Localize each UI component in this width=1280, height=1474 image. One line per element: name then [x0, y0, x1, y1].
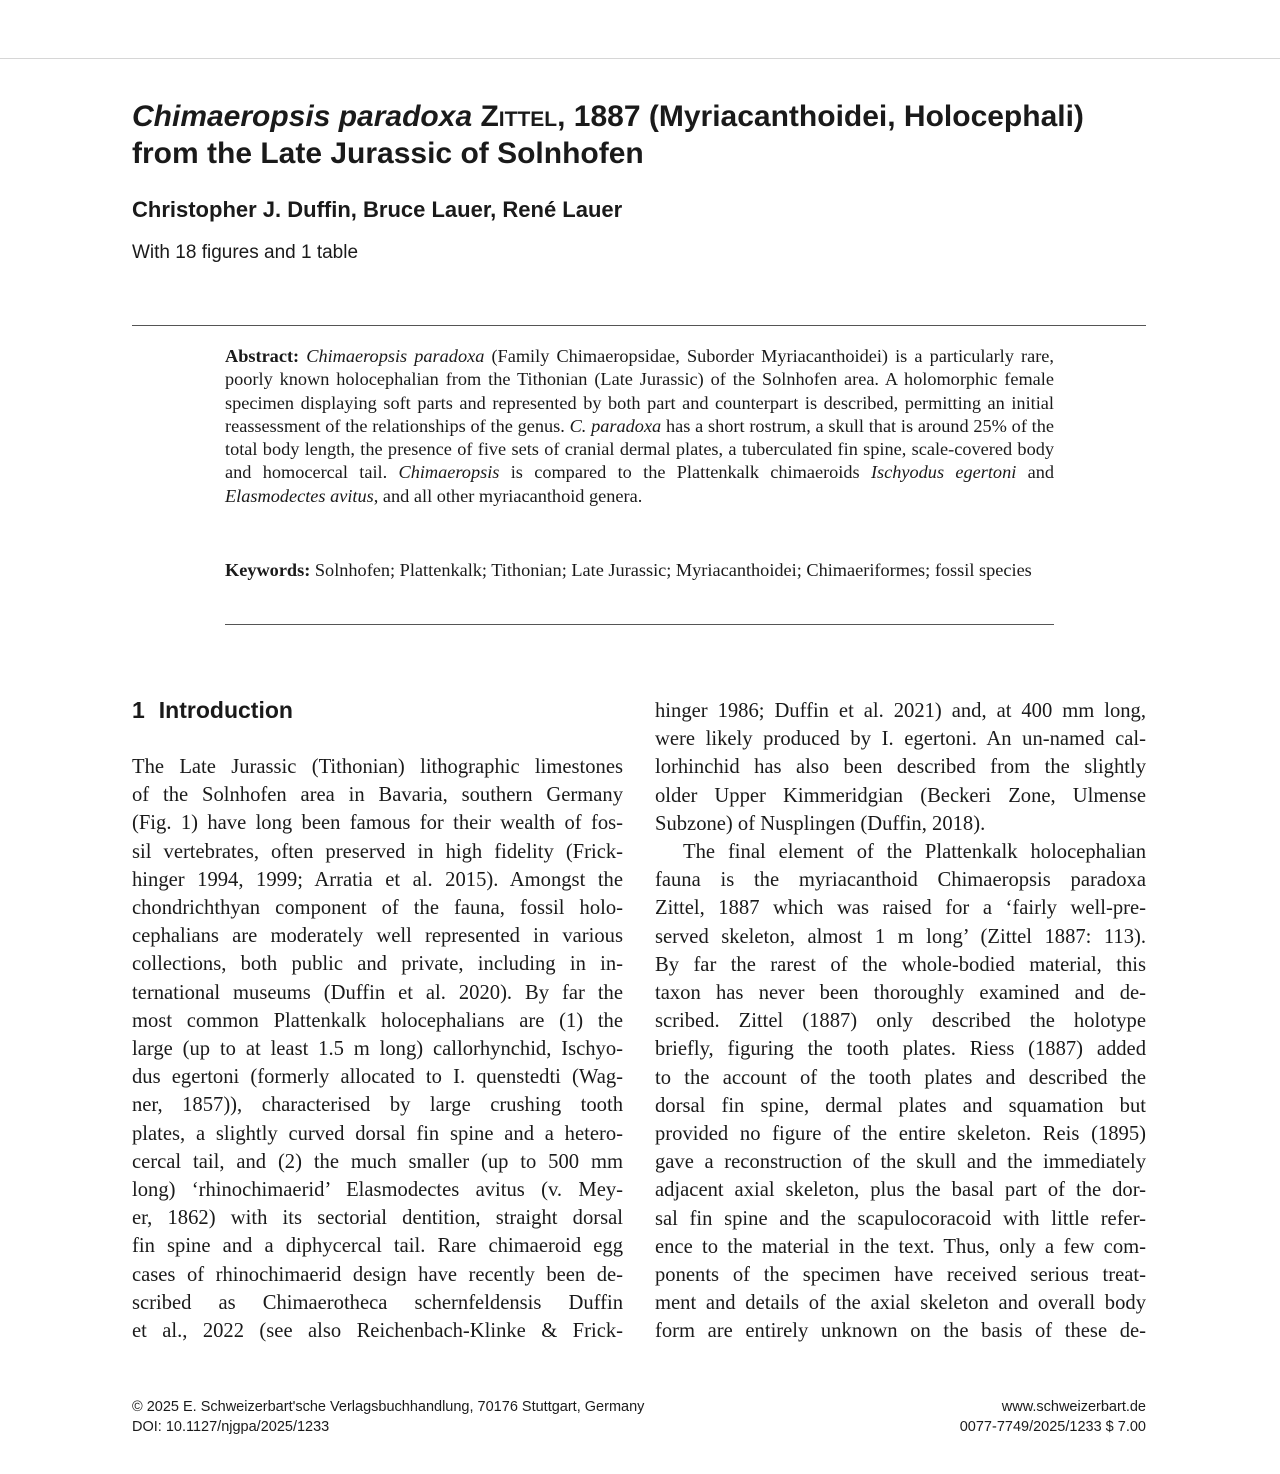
text-line: chondrichthyan component of the fauna, fossil holo-	[132, 897, 623, 920]
text-line: The Late Jurassic (Tithonian) lithographic limestones	[132, 756, 623, 778]
left-column	[132, 753, 623, 1345]
authors: Christopher J. Duffin, Bruce Lauer, René Lauer	[132, 197, 623, 222]
text-line: sil vertebrates, often preserved in high fidelity (Frick-	[132, 840, 623, 863]
text-line: briefly, figuring the tooth plates. Riess (1887) added	[655, 1038, 1146, 1061]
text-line: lorhinchid has also been described from the slightly	[655, 756, 1146, 779]
text-line: ment and details of the axial skeleton and overall body	[655, 1292, 1146, 1315]
text-line: most common Plattenkalk holocephalians are (1) the	[132, 1009, 623, 1032]
footer-left	[132, 1397, 644, 1437]
text-line: (Fig. 1) have long been famous for their wealth of fos-	[132, 812, 623, 835]
text-line: served skeleton, almost 1 m long’ (Zittel 1887: 113).	[655, 925, 1146, 948]
section-title: Introduction	[158, 697, 293, 723]
text-line: Subzone) of Nusplingen (Duffin, 2018).	[655, 812, 986, 835]
text-line: ternational museums (Duffin et al. 2020). By far the	[132, 981, 623, 1004]
title-line2: from the Late Jurassic of Solnhofen	[132, 137, 644, 170]
text-line: adjacent axial skeleton, plus the basal part of the dor-	[655, 1179, 1146, 1202]
text-line: fauna is the myriacanthoid Chimaeropsis paradoxa	[655, 869, 1146, 892]
text-line: cercal tail, and (2) the much smaller (up to 500 mm	[132, 1150, 623, 1173]
text-line: collections, both public and private, including in in-	[132, 953, 623, 976]
text-line: ner, 1857)), characterised by large crushing tooth	[132, 1094, 623, 1117]
text-line: scribed. Zittel (1887) only described the holotype	[655, 1010, 1146, 1033]
text-line: ence to the material in the text. Thus, only a few com-	[655, 1235, 1146, 1258]
text-line: fin spine and a diphycercal tail. Rare chimaeroid egg	[132, 1235, 623, 1258]
intro-paragraph-1-cont	[655, 697, 1146, 838]
text-line: sal fin spine and the scapulocoracoid with little refer-	[655, 1207, 1146, 1230]
text-line: cases of rhinochimaerid design have recently been de-	[132, 1263, 623, 1286]
top-divider	[0, 58, 1280, 59]
abstract-taxon-4: Ischyodus egertoni	[870, 462, 1017, 483]
text-line: older Upper Kimmeridgian (Beckeri Zone, Ulmense	[655, 784, 1146, 807]
paper-title	[132, 98, 1147, 172]
text-line: er, 1862) with its sectorial dentition, straight dorsal	[132, 1207, 623, 1230]
abstract	[225, 345, 1054, 508]
keywords-label: Keywords:	[225, 560, 311, 580]
abstract-taxon-5: Elasmodectes avitus	[225, 485, 374, 506]
text-line: dorsal fin spine, dermal plates and squamation but	[655, 1094, 1146, 1117]
intro-paragraph-2	[655, 838, 1146, 1346]
figures-note: With 18 figures and 1 table	[132, 242, 359, 263]
abstract-taxon-2: C. paradoxa	[569, 415, 662, 436]
text-line: large (up to at least 1.5 m long) callorhynchid, Ischyo-	[132, 1038, 623, 1061]
abstract-text-3: is compared to the Plattenkalk chimaeroids	[499, 462, 871, 483]
footer-doi[interactable]: DOI: 10.1127/njgpa/2025/1233	[132, 1419, 330, 1435]
abstract-bottom-rule	[225, 624, 1054, 625]
footer-issn-price: 0077-7749/2025/1233 $ 7.00	[959, 1419, 1146, 1435]
text-line: ponents of the specimen have received serious treat-	[655, 1264, 1146, 1287]
title-rest: , 1887 (Myriacanthoidei, Holocephali)	[557, 100, 1084, 133]
text-line: scribed as Chimaerotheca schernfeldensis Duffin	[132, 1291, 623, 1314]
text-line: Zittel, 1887 which was raised for a ‘fairly well-pre-	[655, 897, 1146, 920]
footer-website[interactable]: www.schweizerbart.de	[1001, 1399, 1146, 1415]
text-line: gave a reconstruction of the skull and the immediately	[655, 1151, 1146, 1174]
abstract-text-5: , and all other myriacanthoid genera.	[373, 485, 643, 506]
text-line: hinger 1986; Duffin et al. 2021) and, at 400 mm long,	[655, 700, 1146, 722]
abstract-taxon-3: Chimaeropsis	[398, 462, 500, 483]
text-line: long) ‘rhinochimaerid’ Elasmodectes avitus (v. Mey-	[132, 1179, 623, 1202]
text-line: form are entirely unknown on the basis of these de-	[655, 1320, 1146, 1343]
text-line: provided no figure of the entire skeleton. Reis (1895)	[655, 1123, 1146, 1146]
abstract-text-1: (Family Chimaeropsidae, Suborder Myriacanthoidei) is a particularly rare, poorly known holocephalian from the Tithonian (Late Jurassic) of the Solnhofen area. A holomorphic female specimen displaying soft parts and represented by both part and counterpart is described, permitting an initial reassessment of the relationships of the genus.	[225, 346, 1054, 436]
abstract-taxon: Chimaeropsis paradoxa	[306, 346, 485, 366]
intro-paragraph-1	[132, 753, 623, 1345]
section-number: 1	[132, 697, 145, 723]
footer-copyright: © 2025 E. Schweizerbart'sche Verlagsbuchhandlung, 70176 Stuttgart, Germany	[132, 1399, 645, 1415]
footer-right	[960, 1397, 1146, 1437]
keywords-text: Solnhofen; Plattenkalk; Tithonian; Late Jurassic; Myriacanthoidei; Chimaeriformes; fossil species	[310, 560, 1032, 580]
text-line: to the account of the tooth plates and described the	[655, 1066, 1146, 1089]
keywords	[225, 559, 1054, 582]
text-line: of the Solnhofen area in Bavaria, southern Germany	[132, 784, 623, 807]
text-line: The final element of the Plattenkalk holocephalian	[683, 841, 1146, 864]
abstract-text-4: and	[1016, 462, 1054, 483]
text-line: hinger 1994, 1999; Arratia et al. 2015). Amongst the	[132, 868, 623, 891]
title-taxon: Chimaeropsis paradoxa	[132, 100, 473, 133]
text-line: taxon has never been thoroughly examined and de-	[655, 982, 1146, 1005]
section-heading	[132, 697, 293, 724]
abstract-top-rule	[132, 325, 1146, 326]
abstract-text-2: has a short rostrum, a skull that is around 25% of the total body length, the presence of five sets of cranial dermal plates, a tuberculated fin spine, scale-covered body and homocercal tail.	[225, 415, 1055, 483]
text-line: were likely produced by I. egertoni. An un-named cal-	[655, 728, 1146, 751]
title-author: Zittel	[480, 100, 558, 133]
abstract-label: Abstract:	[225, 346, 300, 366]
text-line: dus egertoni (formerly allocated to I. quenstedti (Wag-	[132, 1066, 623, 1089]
text-line: plates, a slightly curved dorsal fin spine and a hetero-	[132, 1122, 623, 1145]
text-line: By far the rarest of the whole-bodied material, this	[655, 953, 1146, 976]
right-column	[655, 697, 1146, 1346]
text-line: et al., 2022 (see also Reichenbach-Klinke & Frick-	[132, 1320, 623, 1343]
text-line: cephalians are moderately well represented in various	[132, 925, 623, 948]
